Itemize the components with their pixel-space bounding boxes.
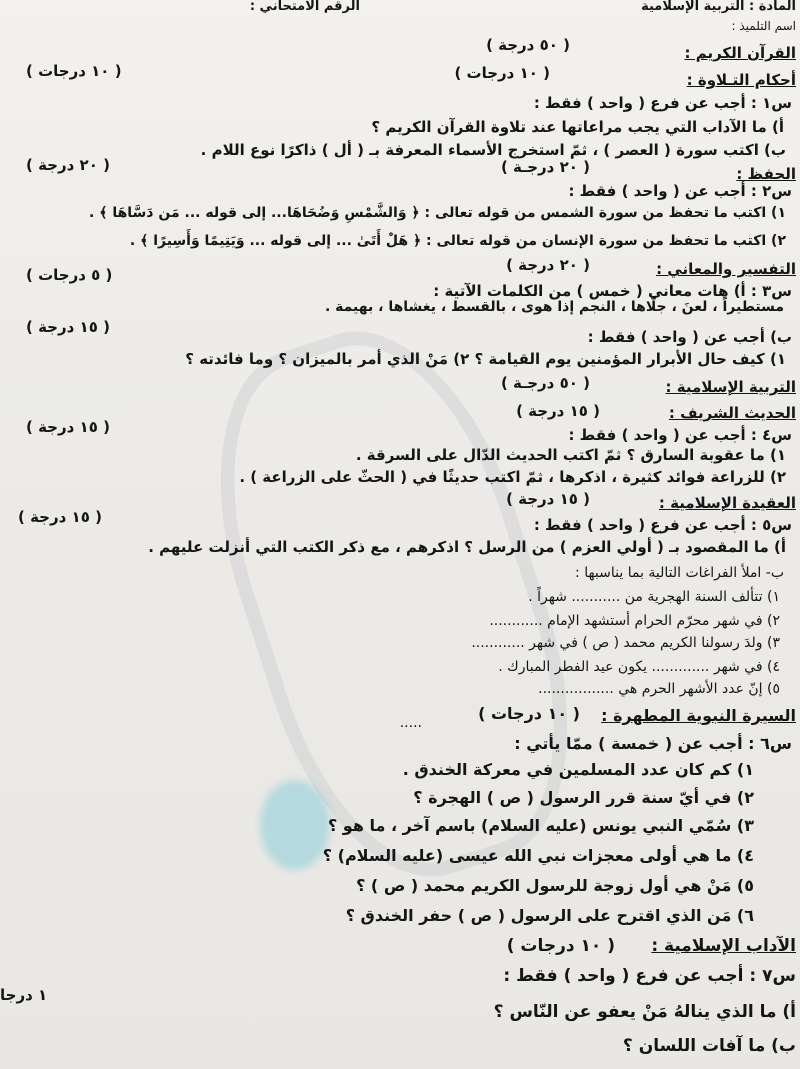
subsection-grade-adab: ( ١٠ درجات ) (506, 936, 615, 956)
side-grade-tafsir-b: ( ١٥ درجة ) (26, 318, 110, 336)
subsection-grade-hadith: ( ١٥ درجة ) (516, 402, 600, 420)
question-2: س٢ : أجب عن ( واحد ) فقط : (568, 182, 792, 200)
question-2-item-1: ١) اكتب ما تحفظ من سورة الشمس من قوله تعالى : ﴿ وَالشَّمْسِ وَضُحَاهَا... إلى قوله ... مَن دَسَّاهَا ﴾ . (89, 205, 786, 221)
exam-number-label: الرقم الامتحاني : (249, 0, 360, 14)
question-6: س٦ : أجب عن ( خمسة ) ممّا يأتي : (514, 734, 792, 753)
question-6-item-6: ٦) مَن الذي اقترح على الرسول ( ص ) حفر الخندق ؟ (345, 906, 754, 925)
subsection-title-tafsir: التفسير والمعاني : (656, 260, 796, 278)
question-3: س٣ : أ) هات معاني ( خمس ) من الكلمات الآتية : (433, 282, 792, 300)
subsection-grade-hifz: ( ٢٠ درجـة ) (500, 158, 590, 176)
question-6-item-5: ٥) مَنْ هي أول زوجة للرسول الكريم محمد ( ص ) ؟ (356, 876, 754, 895)
seerah-dots: ..... (399, 715, 422, 731)
subsection-title-tajweed: أحكام التـلاوة : (686, 71, 796, 89)
side-grade-hadith: ( ١٥ درجة ) (26, 418, 110, 436)
question-1b: ب) اكتب سورة ( العصر ) ، ثمّ استخرج الأسماء المعرفة بـ ( أل ) ذاكرًا نوع اللام . (200, 141, 786, 159)
subsection-grade-seerah: ( ١٠ درجات ) (478, 704, 580, 723)
stain-mark (260, 780, 330, 870)
side-grade-adab: ١ درجا (0, 986, 48, 1004)
subsection-grade-tafsir: ( ٢٠ درجة ) (506, 256, 590, 274)
subsection-title-aqeeda: العقيدة الإسلامية : (658, 494, 796, 512)
question-1a: أ) ما الآداب التي يجب مراعاتها عند تلاوة القرآن الكريم ؟ (371, 118, 784, 136)
question-7b: ب) ما آفات اللسان ؟ (622, 1036, 796, 1056)
side-grade-tafsir-a: ( ٥ درجات ) (26, 266, 113, 284)
question-5: س٥ : أجب عن فرع ( واحد ) فقط : (533, 516, 792, 534)
question-2-item-2: ٢) اكتب ما تحفظ من سورة الإنسان من قوله تعالى : ﴿ هَلْ أَتَىٰ ... إلى قوله ... وَيَتِيمًا وَأَسِيرًا ﴾ . (129, 233, 786, 249)
question-3b-items: ١) كيف حال الأبرار المؤمنين يوم القيامة ؟ ٢) مَنْ الذي أمر بالميزان ؟ وما فائدته ؟ (185, 350, 786, 368)
fill-blank-4: ٤) في شهر ............. يكون عيد الفطر المبارك . (498, 659, 780, 675)
subsection-grade-tajweed: ( ١٠ درجات ) (454, 64, 550, 82)
question-5b: ب- املأ الفراغات التالية بما يناسبها : (575, 565, 784, 581)
section-grade-islamic-education: ( ٥٠ درجـة ) (500, 374, 590, 392)
fill-blank-1: ١) تتألف السنة الهجرية من ........... شهراً . (528, 589, 780, 605)
question-7a: أ) ما الذي ينالهُ مَنْ يعفو عن النّاس ؟ (493, 1002, 796, 1022)
fill-blank-5: ٥) إنّ عدد الأشهر الحرم هي ................. (538, 681, 780, 697)
question-4-item-2: ٢) للزراعة فوائد كثيرة ، اذكرها ، ثمّ اكتب حديثًا في ( الحثّ على الزراعة ) . (239, 468, 786, 486)
question-6-item-1: ١) كم كان عدد المسلمين في معركة الخندق . (402, 760, 754, 779)
subsection-title-hifz: الحفظ : (736, 165, 796, 183)
section-title-quran: القرآن الكريم : (684, 44, 796, 62)
question-4: س٤ : أجب عن ( واحد ) فقط : (568, 426, 792, 444)
fill-blank-2: ٢) في شهر محرّم الحرام أستشهد الإمام ............ (489, 613, 780, 629)
question-7: س٧ : أجب عن فرع ( واحد ) فقط : (503, 966, 796, 986)
subsection-title-hadith: الحديث الشريف : (668, 404, 796, 422)
question-6-item-2: ٢) في أيّ سنة قرر الرسول ( ص ) الهجرة ؟ (413, 788, 754, 807)
question-6-item-3: ٣) سُمّي النبي يونس (عليه السلام) باسم آخر ، ما هو ؟ (327, 816, 754, 835)
side-grade-hifz: ( ٢٠ درجة ) (26, 156, 110, 174)
question-6-item-4: ٤) ما هي أولى معجزات نبي الله عيسى (عليه السلام) ؟ (322, 846, 754, 865)
question-5a: أ) ما المقصود بـ ( أولي العزم ) من الرسل ؟ اذكرهم ، مع ذكر الكتب التي أنزلت عليهم . (148, 538, 786, 556)
question-3-words: مستطيراً ، لعنَ ، جلّاها ، النجم إذا هوى ، بالقسط ، يغشاها ، بهيمة . (324, 299, 784, 315)
question-3b: ب) أجب عن ( واحد ) فقط : (587, 328, 792, 346)
section-grade-quran: ( ٥٠ درجة ) (486, 36, 570, 54)
question-1: س١ : أجب عن فرع ( واحد ) فقط : (533, 94, 792, 112)
section-title-islamic-education: التربية الإسلامية : (665, 378, 796, 396)
subsection-grade-aqeeda: ( ١٥ درجة ) (506, 490, 590, 508)
student-name-label: اسم التلميذ : (731, 19, 796, 33)
question-4-item-1: ١) ما عقوبة السارق ؟ ثمّ اكتب الحديث الدّال على السرقة . (355, 446, 786, 464)
fill-blank-3: ٣) ولدَ رسولنا الكريم محمد ( ص ) في شهر ............ (471, 635, 780, 651)
subsection-title-adab: الآداب الإسلامية : (651, 936, 796, 956)
side-grade-aqeeda: ( ١٥ درجة ) (18, 508, 102, 526)
subsection-title-seerah: السيرة النبوية المطهرة : (601, 706, 796, 725)
side-grade-tajweed: ( ١٠ درجات ) (26, 62, 122, 80)
subject-label: المادة : التربية الإسلامية (641, 0, 796, 14)
